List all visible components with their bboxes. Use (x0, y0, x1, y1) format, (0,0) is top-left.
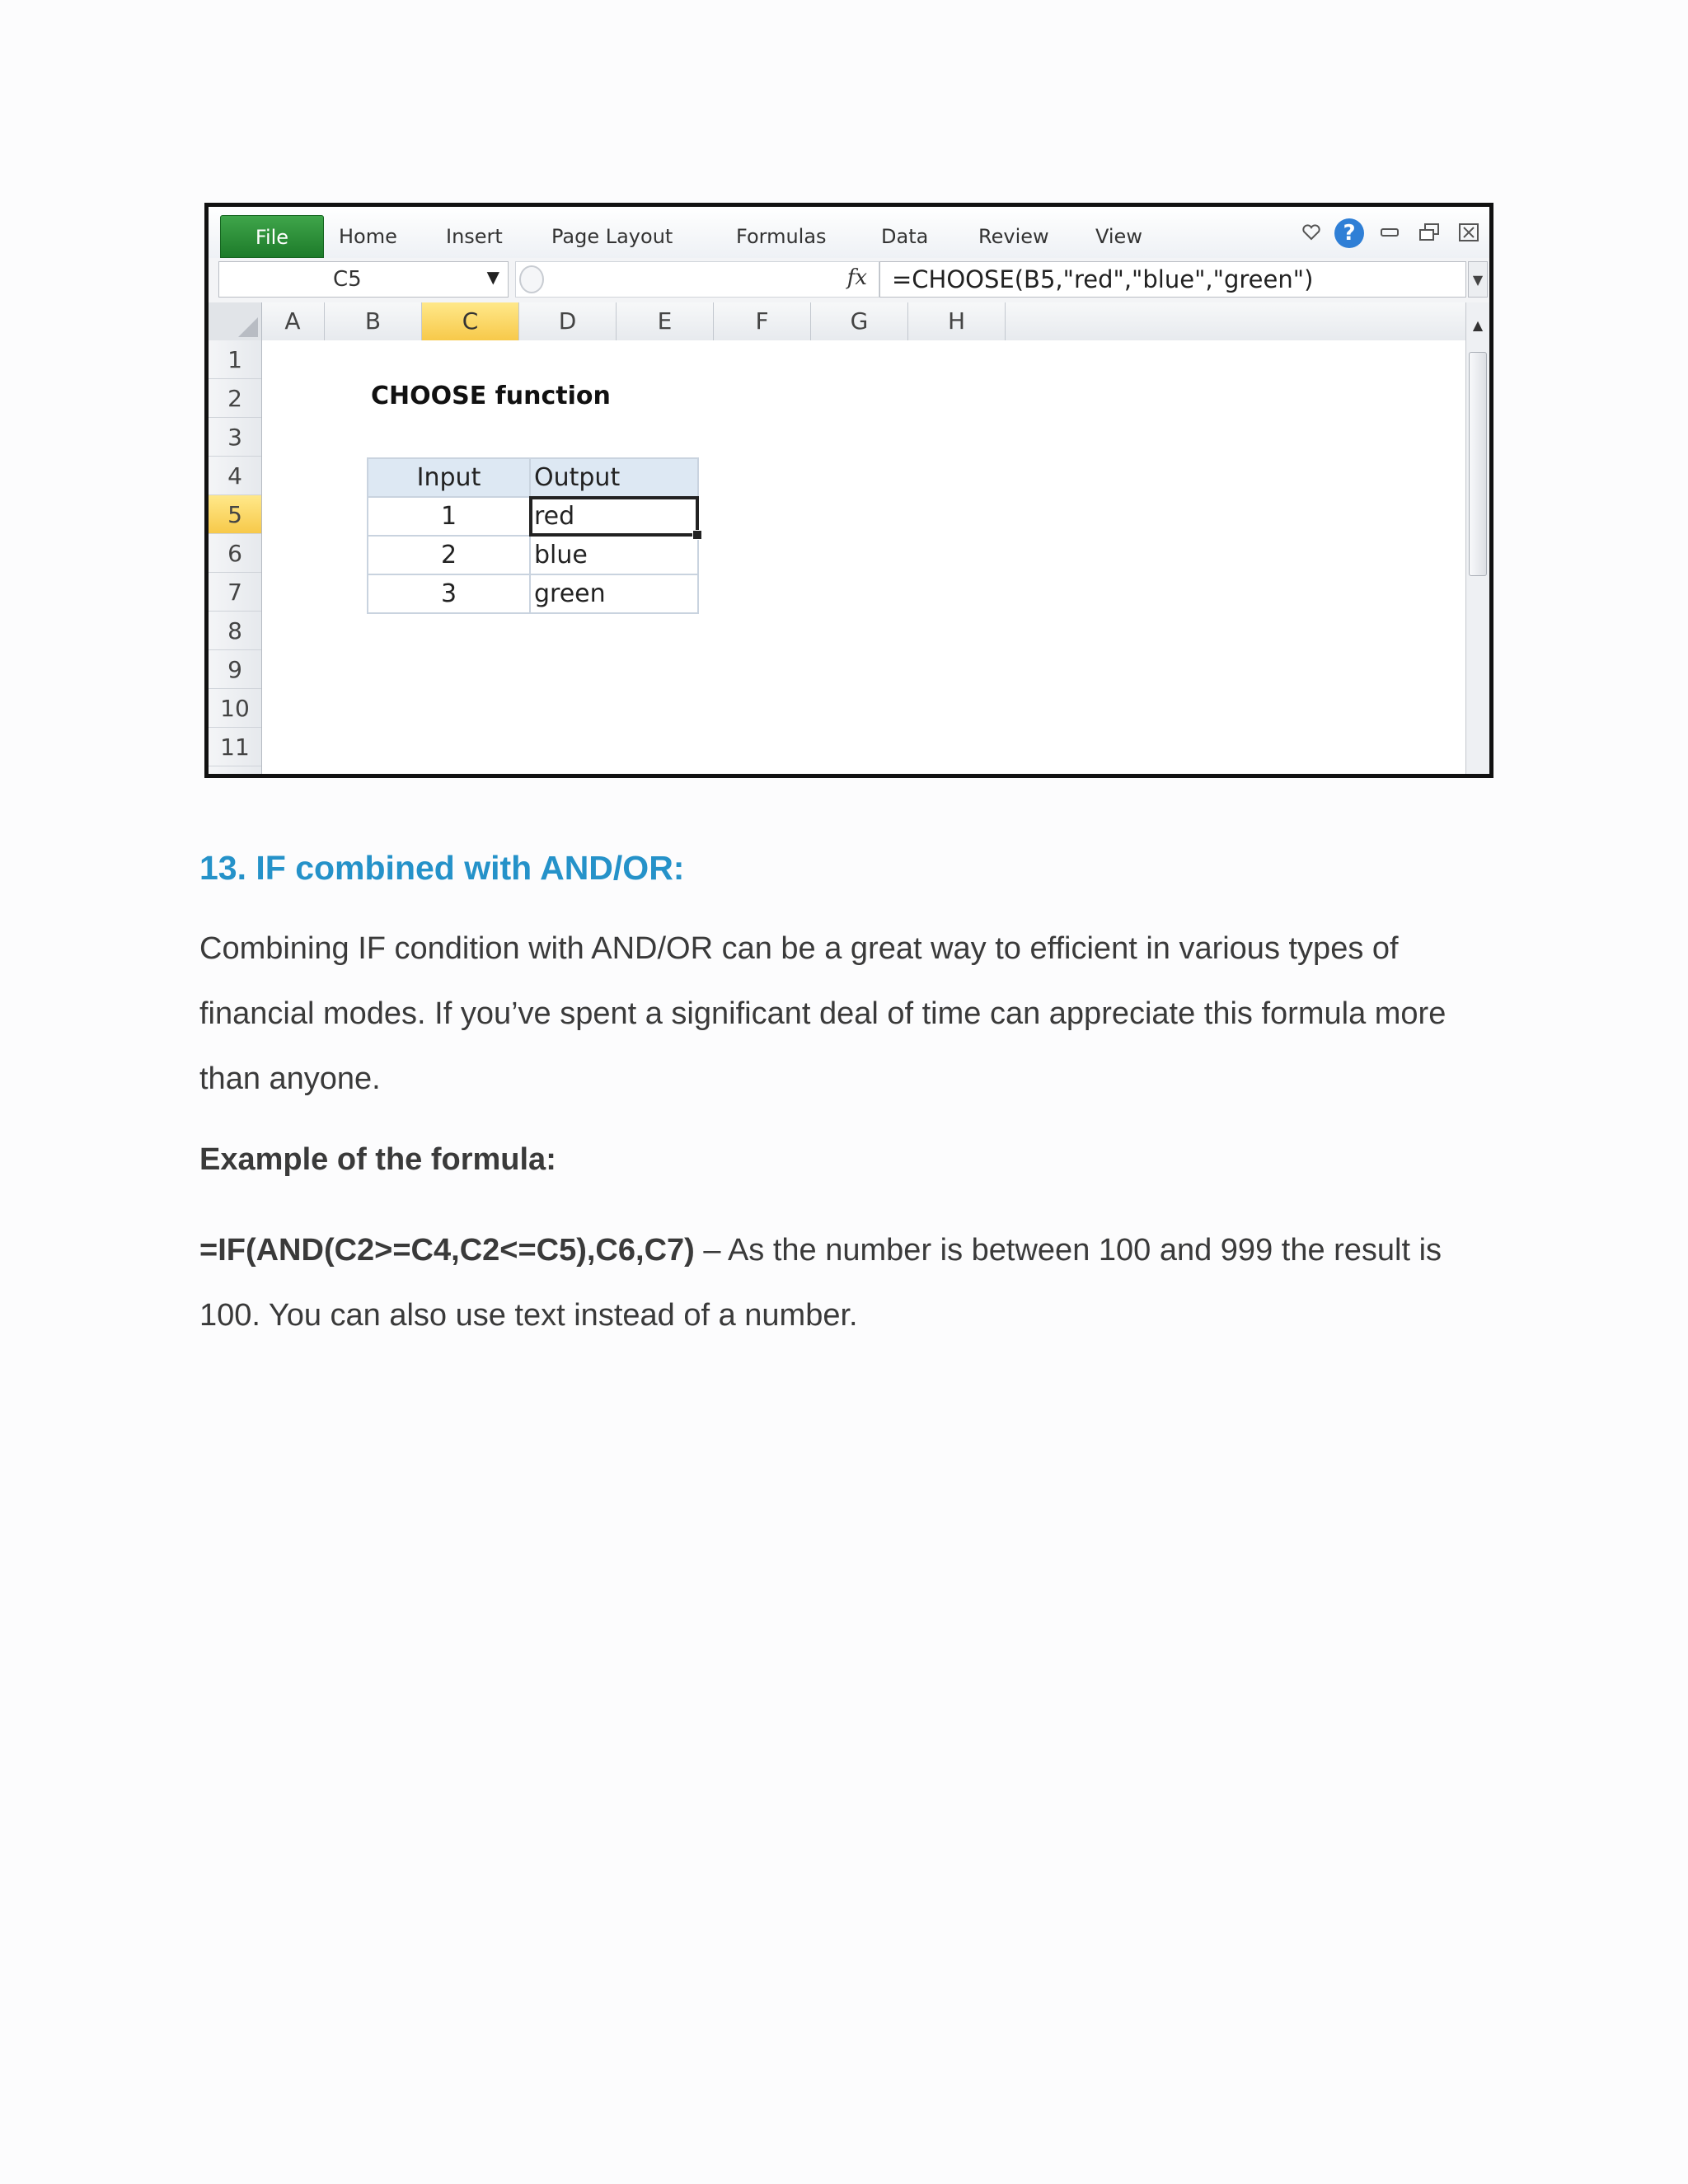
tab-home[interactable]: Home (339, 225, 397, 248)
column-header-a[interactable]: A (261, 302, 325, 340)
row-header-10[interactable]: 10 (209, 689, 261, 728)
cell-b5[interactable]: 1 (368, 497, 530, 536)
tab-page-layout[interactable]: Page Layout (551, 225, 673, 248)
row-headers (209, 340, 262, 774)
row-header-3[interactable]: 3 (209, 418, 261, 457)
formula-bar-handle[interactable] (519, 265, 544, 293)
row-header-2[interactable]: 2 (209, 379, 261, 418)
example-formula: =IF(AND(C2>=C4,C2<=C5),C6,C7) (199, 1233, 695, 1268)
column-header-d[interactable]: D (519, 302, 617, 340)
excel-screenshot (204, 203, 1493, 778)
tab-view[interactable]: View (1095, 225, 1142, 248)
row-header-11[interactable]: 11 (209, 728, 261, 766)
row-header-4[interactable]: 4 (209, 457, 261, 495)
worksheet-grid[interactable] (262, 340, 1466, 774)
cell-c7[interactable]: green (530, 574, 698, 613)
tab-file[interactable]: File (220, 215, 324, 258)
restore-icon[interactable] (1417, 218, 1442, 246)
formula-controls (515, 261, 879, 298)
table-header-row (368, 458, 698, 497)
cell-c5-active[interactable] (530, 497, 698, 536)
row-header-1[interactable]: 1 (209, 340, 261, 379)
tab-data[interactable]: Data (881, 225, 929, 248)
insert-function-icon[interactable]: fx (846, 265, 867, 290)
help-icon[interactable]: ? (1334, 218, 1364, 248)
sheet-title-cell[interactable]: CHOOSE function (371, 382, 611, 410)
name-box-value: C5 (333, 267, 362, 292)
column-header-b[interactable]: B (325, 302, 422, 340)
tab-insert[interactable]: Insert (446, 225, 503, 248)
column-header-f[interactable]: F (714, 302, 811, 340)
formula-input[interactable]: =CHOOSE(B5,"red","blue","green") (879, 261, 1466, 298)
column-header-h[interactable]: H (908, 302, 1006, 340)
chevron-down-icon[interactable]: ▼ (486, 267, 499, 287)
column-header-g[interactable]: G (811, 302, 908, 340)
heart-icon[interactable] (1300, 218, 1323, 246)
select-all-corner[interactable] (209, 302, 262, 340)
choose-table (367, 457, 699, 614)
table-row (368, 536, 698, 574)
vertical-scrollbar[interactable] (1465, 302, 1489, 774)
header-output[interactable]: Output (530, 458, 698, 497)
cell-b6[interactable]: 2 (368, 536, 530, 574)
minimize-icon[interactable] (1377, 218, 1402, 246)
ribbon-tabs (209, 207, 1489, 260)
cell-b7[interactable]: 3 (368, 574, 530, 613)
cell-c5-value: red (534, 502, 575, 531)
tab-review[interactable]: Review (978, 225, 1049, 248)
name-box[interactable] (218, 261, 509, 298)
body-paragraph: Combining IF condition with AND/OR can be a great way to efficient in various types of financial modes. If you’ve spent a significant deal of time can appreciate this formula more than anyone. (199, 931, 1447, 1096)
expand-formula-bar-icon[interactable]: ▼ (1468, 261, 1488, 298)
close-icon[interactable] (1456, 218, 1481, 246)
tab-formulas[interactable]: Formulas (736, 225, 827, 248)
row-header-6[interactable]: 6 (209, 534, 261, 573)
row-header-9[interactable]: 9 (209, 650, 261, 689)
section-heading: 13. IF combined with AND/OR: (199, 849, 685, 887)
example-paragraph (199, 1218, 1502, 1348)
table-row (368, 497, 698, 536)
fill-handle[interactable] (692, 530, 702, 540)
formula-bar (209, 258, 1489, 304)
cell-c6[interactable]: blue (530, 536, 698, 574)
row-header-7[interactable]: 7 (209, 573, 261, 612)
row-header-5[interactable]: 5 (209, 495, 261, 534)
header-input[interactable]: Input (368, 458, 530, 497)
row-header-8[interactable]: 8 (209, 612, 261, 650)
column-headers (209, 302, 1489, 341)
column-header-e[interactable]: E (617, 302, 714, 340)
scrollbar-thumb[interactable] (1469, 352, 1487, 576)
scroll-up-icon[interactable]: ▲ (1472, 317, 1484, 333)
table-row (368, 574, 698, 613)
example-explanation: – As the number is between 100 and 999 the result is 100. You can also use text instead of a number. (199, 1233, 1442, 1333)
column-header-c[interactable]: C (422, 302, 519, 340)
example-heading: Example of the formula: (199, 1142, 556, 1177)
